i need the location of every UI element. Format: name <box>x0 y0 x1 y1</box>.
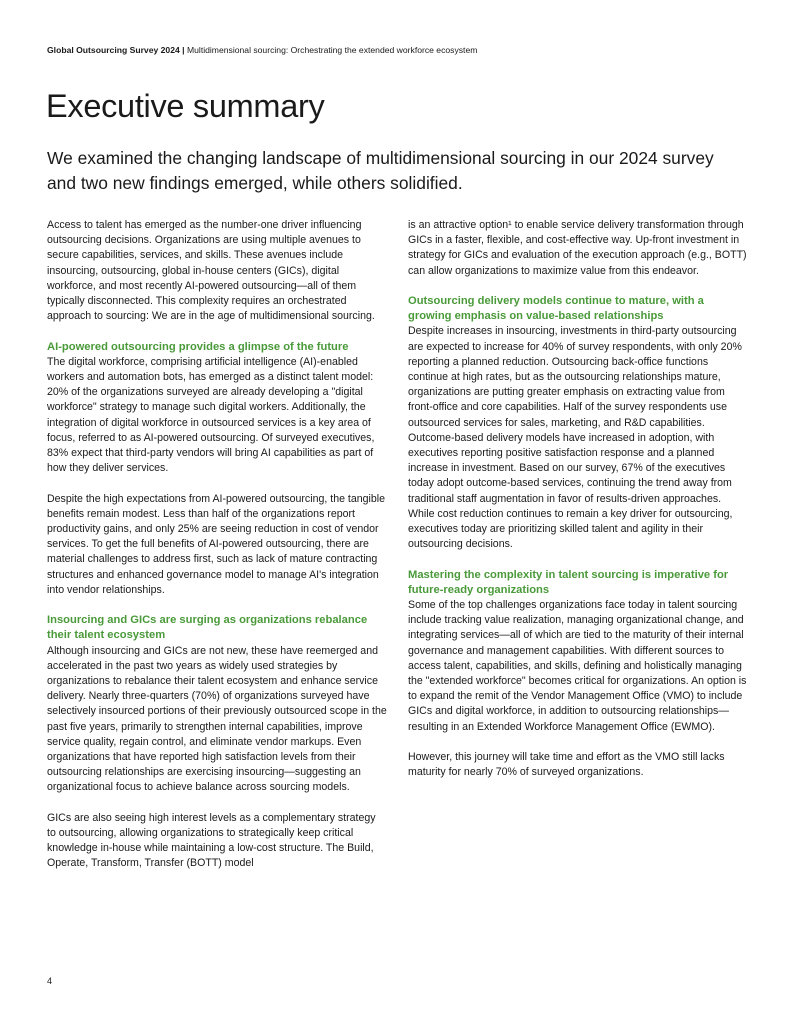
heading-delivery-models: Outsourcing delivery models continue to mature, with a growing emphasis on value-based relationships <box>408 295 704 323</box>
paragraph-talent-challenges: Some of the top challenges organizations face today in talent sourcing include tracking value realization, managing organizational change, and integrating services—all of which are tied to the maturity of their internal governance and management capabilities. With different sources to access talent, capabilities, and skills, defining and holistically managing the "extended workforce" becomes critical for organizations. An option is to expand the remit of the Vendor Management Office (VMO) to include GICs and digital workforce, in addition to outsourcing relationships—resulting in an Extended Workforce Management Office (EWMO). <box>408 599 747 733</box>
intro-statement: We examined the changing landscape of multidimensional sourcing in our 2024 survey and two new findings emerged, while others solidified. <box>47 148 714 193</box>
right-column <box>408 218 748 796</box>
heading-talent-sourcing: Mastering the complexity in talent sourcing is imperative for future-ready organizations <box>408 568 729 596</box>
page-number: 4 <box>47 976 53 986</box>
paragraph-delivery-models: Despite increases in insourcing, investments in third-party outsourcing are expected to increase for 40% of survey respondents, with only 20% reporting a planned reduction. Outsourcing back-office functions continue at high rates, but as the outsourcing relationships mature, organizations are putting greater emphasis on extracting value from front-office and core capabilities. Half of the survey respondents use outsourced services for sales, marketing, and R&D capabilities. Outcome-based delivery models have increased in adoption, with executives reporting positive satisfaction response and a planned increase in investment. Based on our survey, 67% of the executives today adopt outcome-based services, continuing the trend away from traditional staff augmentation in favor of results-driven approaches. While cost reduction continues to remain a key driver for outsourcing, executives today are prioritizing skilled talent and agility in their outsourcing decisions. <box>408 325 742 551</box>
paragraph-insourcing: Although insourcing and GICs are not new, these have reemerged and accelerated in the past two years as widely used strategies by organizations to rebalance their talent ecosystem and enhance service delivery. Nearly three-quarters (70%) of organizations surveyed have selectively insourced portions of their previously outsourced scope in the past five years, primarily to strengthen internal capabilities, improve service quality, regain control, and eliminate vendor markups. Even organizations that have reported high satisfaction levels from their outsourcing relationships are exercising insourcing—suggesting an organizational focus to achieve balance across sourcing models. <box>47 644 387 794</box>
paragraph-gics: GICs are also seeing high interest levels as a complementary strategy to outsourcing, allowing organizations to strategically keep critical knowledge in-house while maintaining a low-cost structure. The Build, Operate, Transform, Transfer (BOTT) model <box>47 811 376 870</box>
paragraph-talent-driver: Access to talent has emerged as the number-one driver influencing outsourcing decisions. Organizations are using multiple avenues to secure capabilities, services, and skills. These avenues include insourcing, outsourcing, global in-house centers (GICs), digital workforce, and most recently AI-powered outsourcing—all of them typically disconnected. This complexity requires an orchestrated approach to sourcing: We are in the age of multidimensional sourcing. <box>47 219 375 323</box>
left-column <box>47 218 387 887</box>
paragraph-ai-benefits: Despite the high expectations from AI-powered outsourcing, the tangible benefits remain modest. Less than half of the organizations report productivity gains, and only 25% are seeing reduction in cost of vendor services. To get the full benefits of AI-powered outsourcing, there are material challenges to address first, such as lack of mature contracting structures and enhanced governance model to manage AI's integration into vendor relationships. <box>47 492 386 596</box>
running-header <box>47 45 747 56</box>
header-separator: | <box>179 45 187 55</box>
paragraph-bott-continuation: is an attractive option¹ to enable service delivery transformation through GICs in a faster, flexible, and cost-effective way. Up-front investment in strategy for GICs and evaluation of the execution approach (e.g., BOTT) can allow organizations to maximize value from this endeavor. <box>408 219 747 277</box>
heading-insourcing-gics: Insourcing and GICs are surging as organizations rebalance their talent ecosystem <box>47 614 368 642</box>
paragraph-vmo-maturity: However, this journey will take time and effort as the VMO still lacks maturity for nearly 70% of surveyed organizations. <box>408 751 725 779</box>
page-title: Executive summary <box>46 88 325 124</box>
report-title: Global Outsourcing Survey 2024 <box>47 45 180 55</box>
report-subtitle: Multidimensional sourcing: Orchestrating the extended workforce ecosystem <box>186 45 478 55</box>
paragraph-digital-workforce: The digital workforce, comprising artificial intelligence (AI)-enabled workers and automation bots, has emerged as a distinct talent model: 20% of the organizations surveyed are already developing a "digital workforce" strategy to manage such digital workers. Additionally, the integration of digital workforce in outsourced services is a key area of focus, referred to as AI-powered outsourcing. Of surveyed executives, 83% expect that third-party vendors will bring AI capabilities as part of how they deliver services. <box>47 355 375 475</box>
heading-ai-powered-outsourcing: AI-powered outsourcing provides a glimpse of the future <box>47 340 349 353</box>
